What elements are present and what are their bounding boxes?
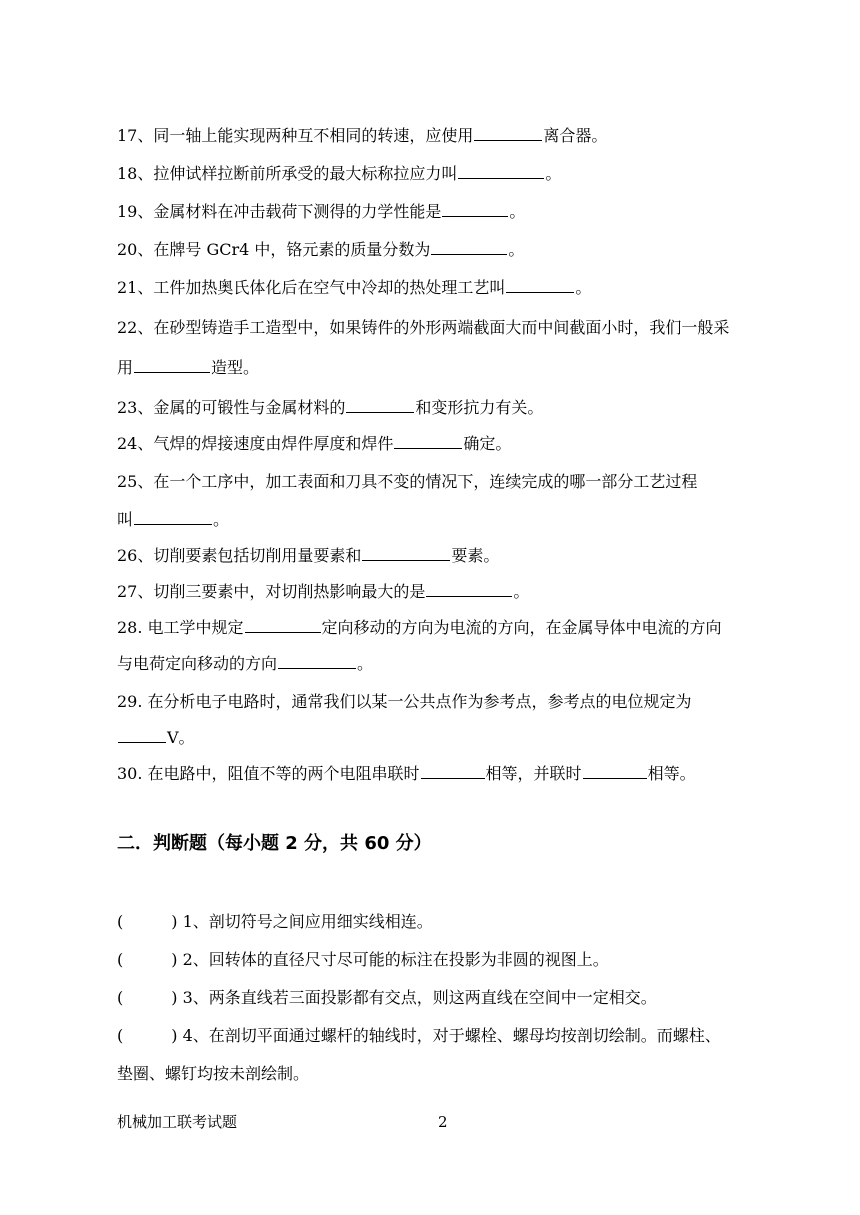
question-23 (117, 390, 777, 426)
question-text: 。 (508, 240, 525, 259)
answer-blank (346, 398, 414, 413)
question-text: 要素。 (451, 546, 500, 565)
question-text: 24、气焊的焊接速度由焊件厚度和焊件 (117, 434, 394, 453)
judge-item-1 (117, 904, 777, 940)
question-text: 23、金属的可锻性与金属材料的 (117, 398, 346, 417)
answer-blank (458, 164, 544, 179)
question-text: 确定。 (463, 434, 512, 453)
question-text: 26、切削要素包括切削用量要素和 (117, 546, 362, 565)
question-text: 相等。 (647, 764, 696, 783)
question-25-cont (117, 502, 777, 538)
answer-paren-close: ) (171, 912, 178, 931)
question-24 (117, 426, 777, 462)
question-text: 2、回转体的直径尺寸尽可能的标注在投影为非圆的视图上。 (182, 950, 609, 969)
answer-blank (118, 728, 166, 743)
question-text: 相等，并联时 (485, 764, 582, 783)
question-text: 17、同一轴上能实现两种互不相同的转速，应使用 (117, 126, 474, 145)
answer-paren-open: ( (117, 988, 124, 1007)
answer-blank (278, 654, 356, 669)
question-27 (117, 574, 777, 610)
question-30 (117, 756, 777, 792)
answer-paren-close: ) (171, 988, 178, 1007)
answer-blank (245, 618, 321, 633)
answer-paren-open: ( (117, 950, 124, 969)
answer-paren-close: ) (171, 950, 178, 969)
answer-paren-open: ( (117, 912, 124, 931)
question-20 (117, 232, 777, 268)
question-text: 21、工件加热奥氏体化后在空气中冷却的热处理工艺叫 (117, 278, 506, 297)
question-22 (117, 310, 777, 346)
question-text: 离合器。 (543, 126, 608, 145)
section-title: 二．判断题（每小题 2 分，共 60 分） (117, 833, 432, 854)
question-text: 垫圈、螺钉均按未剖绘制。 (117, 1064, 310, 1083)
answer-blank (583, 764, 647, 779)
question-text: 定向移动的方向为电流的方向，在金属导体中电流的方向 (321, 618, 722, 637)
question-text: 20、在牌号 GCr4 中，铬元素的质量分数为 (117, 240, 431, 259)
question-text: 25、在一个工序中，加工表面和刀具不变的情况下，连续完成的哪一部分工艺过程 (117, 472, 698, 491)
question-text: 与电荷定向移动的方向 (117, 654, 278, 673)
question-text: 29. 在分析电子电路时，通常我们以某一公共点作为参考点，参考点的电位规定为 (117, 692, 692, 711)
answer-paren-open: ( (117, 1026, 124, 1045)
answer-blank (134, 510, 212, 525)
question-17 (117, 118, 777, 154)
question-text: 。 (213, 510, 230, 529)
answer-blank (431, 240, 507, 255)
judge-item-4 (117, 1018, 777, 1054)
question-26 (117, 538, 777, 574)
question-text: 4、在剖切平面通过螺杆的轴线时，对于螺栓、螺母均按剖切绘制。而螺柱、 (182, 1026, 721, 1045)
answer-blank (474, 126, 542, 141)
question-text: 22、在砂型铸造手工造型中，如果铸件的外形两端截面大而中间截面小时，我们一般采 (117, 318, 730, 337)
answer-blank (421, 764, 485, 779)
question-text: 。 (509, 202, 526, 221)
question-text: 1、剖切符号之间应用细实线相连。 (182, 912, 433, 931)
question-22-cont (117, 350, 777, 386)
answer-blank (506, 278, 574, 293)
answer-paren-close: ) (171, 1026, 178, 1045)
question-25 (117, 464, 777, 500)
answer-blank (426, 582, 512, 597)
question-21 (117, 270, 777, 306)
answer-blank (442, 202, 508, 217)
question-text: 28. 电工学中规定 (117, 618, 244, 637)
judge-item-3 (117, 980, 777, 1016)
answer-blank (134, 358, 210, 373)
question-29-cont (117, 720, 777, 756)
page-number: 2 (438, 1113, 448, 1131)
question-text: 。 (357, 654, 374, 673)
question-text: 用 (117, 358, 134, 377)
question-text: 18、拉伸试样拉断前所承受的最大标称拉应力叫 (117, 164, 458, 183)
answer-blank (394, 434, 462, 449)
question-text: 3、两条直线若三面投影都有交点，则这两直线在空间中一定相交。 (182, 988, 657, 1007)
question-text: V。 (167, 728, 195, 747)
question-28-cont (117, 646, 777, 682)
question-text: 造型。 (211, 358, 260, 377)
answer-blank (362, 546, 450, 561)
judge-item-2 (117, 942, 777, 978)
question-19 (117, 194, 777, 230)
footer-title: 机械加工联考试题 (117, 1113, 238, 1131)
question-text: 和变形抗力有关。 (415, 398, 544, 417)
judge-item-4-cont (117, 1056, 777, 1092)
question-29 (117, 684, 777, 720)
question-18 (117, 156, 777, 192)
question-28 (117, 610, 777, 646)
question-text: 。 (513, 582, 530, 601)
question-text: 19、金属材料在冲击载荷下测得的力学性能是 (117, 202, 442, 221)
question-text: 27、切削三要素中，对切削热影响最大的是 (117, 582, 426, 601)
question-text: 30. 在电路中，阻值不等的两个电阻串联时 (117, 764, 420, 783)
question-text: 叫 (117, 510, 134, 529)
question-text: 。 (545, 164, 562, 183)
question-text: 。 (575, 278, 592, 297)
